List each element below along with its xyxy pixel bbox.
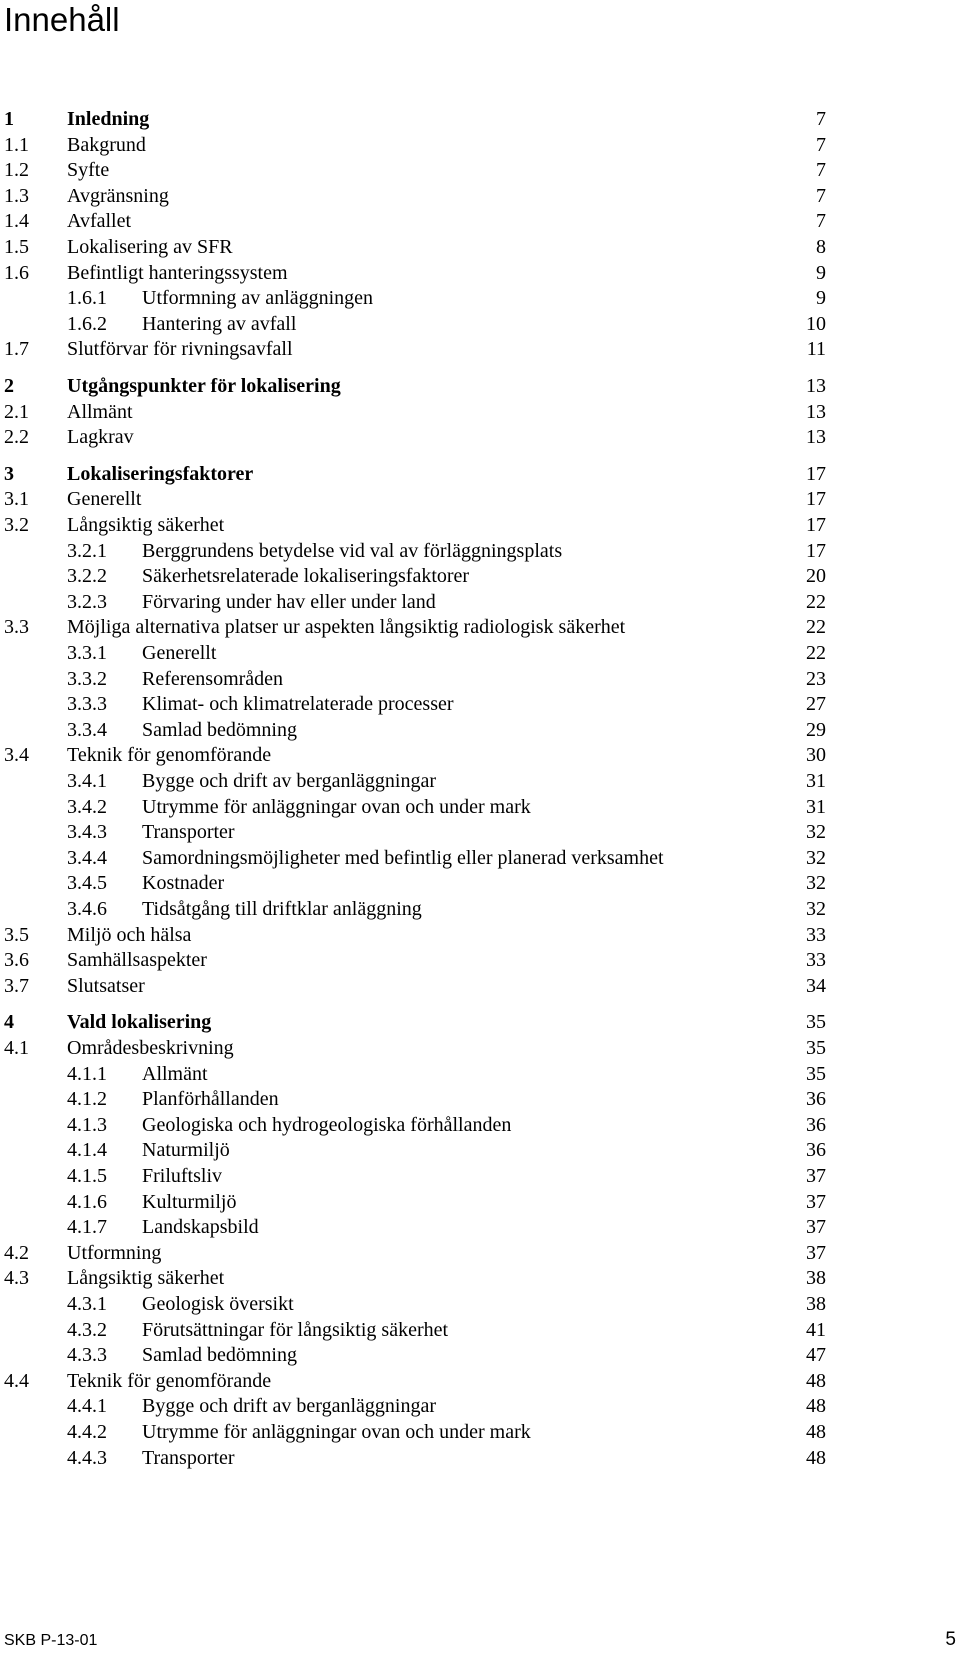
toc-entry-page: 32 xyxy=(806,898,826,920)
toc-entry-title: Transporter xyxy=(142,1446,235,1469)
toc-entry-title: Utformning xyxy=(67,1241,162,1264)
toc-entry-page: 20 xyxy=(806,565,826,588)
toc-entry-page: 35 xyxy=(806,1037,826,1059)
toc-entry-title: Geologisk översikt xyxy=(142,1293,294,1315)
toc-entry[interactable] xyxy=(0,1342,960,1368)
toc-entry-title: Utrymme för anläggningar ovan och under mark xyxy=(142,795,531,818)
toc-entry-number: 4.3.3 xyxy=(67,1344,107,1367)
toc-entry-number: 1.6 xyxy=(4,261,29,284)
toc-entry-title: Långsiktig säkerhet xyxy=(67,514,225,536)
toc-entry-number: 4 xyxy=(4,1011,14,1034)
toc-entry-title: Geologiska och hydrogeologiska förhållanden xyxy=(142,1113,512,1136)
toc-entry-number: 1.6.2 xyxy=(67,312,107,335)
toc-entry-page: 37 xyxy=(806,1165,826,1187)
toc-entry[interactable] xyxy=(0,1445,960,1471)
toc-entry[interactable] xyxy=(0,285,960,311)
toc-entry[interactable] xyxy=(0,717,960,743)
toc-entry-page: 9 xyxy=(816,261,826,284)
toc-entry-page: 34 xyxy=(806,974,826,997)
toc-entry-page: 13 xyxy=(806,375,826,397)
toc-entry-number: 3.2.1 xyxy=(67,539,107,562)
toc-entry-number: 2 xyxy=(4,375,14,397)
toc-entry-title: Allmänt xyxy=(142,1062,208,1085)
toc-entry[interactable] xyxy=(0,1240,960,1266)
toc-entry-title: Samlad bedömning xyxy=(142,1344,297,1367)
toc-entry-number: 4.1 xyxy=(4,1037,29,1059)
toc-entry-title: Planförhållanden xyxy=(142,1088,279,1111)
toc-entry[interactable] xyxy=(0,1035,960,1061)
toc-entry-page: 27 xyxy=(806,693,826,716)
toc-entry-title: Teknik för genomförande xyxy=(67,1369,272,1392)
toc-entry[interactable] xyxy=(0,589,960,615)
toc-entry-title: Tidsåtgång till driftklar anläggning xyxy=(142,898,422,920)
toc-entry-title: Landskapsbild xyxy=(142,1216,259,1239)
toc-entry[interactable] xyxy=(0,973,960,999)
toc-entry[interactable] xyxy=(0,870,960,896)
toc-entry-page: 38 xyxy=(806,1293,826,1315)
toc-entry[interactable] xyxy=(0,157,960,183)
toc-entry-page: 32 xyxy=(806,821,826,844)
toc-entry-number: 4.1.3 xyxy=(67,1113,107,1136)
toc-entry[interactable] xyxy=(0,512,960,538)
toc-entry-number: 4.1.5 xyxy=(67,1165,107,1187)
toc-entry-page: 9 xyxy=(816,287,826,310)
toc-entry-page: 35 xyxy=(806,1062,826,1085)
toc-entry-page: 37 xyxy=(806,1241,826,1264)
toc-entry-page: 41 xyxy=(806,1318,826,1341)
toc-entry-page: 17 xyxy=(806,539,826,562)
toc-entry-number: 3.3.2 xyxy=(67,667,107,690)
toc-entry[interactable] xyxy=(0,424,960,450)
toc-entry-number: 3.4.3 xyxy=(67,821,107,844)
toc-entry-title: Slutsatser xyxy=(67,974,145,997)
toc-entry[interactable] xyxy=(0,742,960,768)
toc-entry-number: 3.2.3 xyxy=(67,590,107,613)
toc-entry[interactable] xyxy=(0,486,960,512)
toc-entry[interactable] xyxy=(0,183,960,209)
toc-entry-title: Hantering av avfall xyxy=(142,312,297,335)
toc-entry-number: 3.4 xyxy=(4,744,29,767)
toc-entry-number: 4.4.2 xyxy=(67,1421,107,1443)
toc-entry-page: 47 xyxy=(806,1344,826,1367)
toc-entry-page: 31 xyxy=(806,795,826,818)
toc-entry-title: Bygge och drift av berganläggningar xyxy=(142,1395,436,1418)
toc-entry[interactable] xyxy=(0,1009,960,1035)
toc-entry-page: 31 xyxy=(806,770,826,792)
toc-entry-number: 3.4.2 xyxy=(67,795,107,818)
toc-entry[interactable] xyxy=(0,311,960,337)
toc-entry[interactable] xyxy=(0,794,960,820)
toc-entry-title: Möjliga alternativa platser ur aspekten långsiktig radiologisk säkerhet xyxy=(67,616,626,639)
toc-entry-number: 4.4.3 xyxy=(67,1446,107,1469)
toc-entry[interactable] xyxy=(0,106,960,132)
toc-entry-title: Vald lokalisering xyxy=(67,1011,212,1034)
toc-entry-title: Säkerhetsrelaterade lokaliseringsfaktorer xyxy=(142,565,470,588)
toc-entry-number: 4.3.1 xyxy=(67,1293,107,1315)
toc-entry[interactable] xyxy=(0,1086,960,1112)
toc-entry-number: 1.5 xyxy=(4,236,29,258)
toc-entry-page: 7 xyxy=(816,184,826,207)
toc-entry[interactable] xyxy=(0,1368,960,1394)
toc-entry-page: 48 xyxy=(806,1446,826,1469)
toc-entry-title: Bakgrund xyxy=(67,133,146,156)
toc-entry-title: Långsiktig säkerhet xyxy=(67,1267,225,1290)
toc-entry-number: 1.6.1 xyxy=(67,287,107,310)
toc-entry[interactable] xyxy=(0,947,960,973)
toc-entry[interactable] xyxy=(0,819,960,845)
toc-entry-title: Bygge och drift av berganläggningar xyxy=(142,770,436,792)
toc-entry-number: 4.1.7 xyxy=(67,1216,107,1239)
toc-entry-page: 13 xyxy=(806,426,826,449)
toc-entry-page: 8 xyxy=(816,236,826,258)
toc-entry[interactable] xyxy=(0,373,960,399)
toc-entry-number: 4.3.2 xyxy=(67,1318,107,1341)
toc-entry-page: 7 xyxy=(816,210,826,233)
toc-entry-number: 4.4.1 xyxy=(67,1395,107,1418)
toc-entry-number: 3.4.4 xyxy=(67,846,107,869)
toc-entry-page: 10 xyxy=(806,312,826,335)
toc-entry[interactable] xyxy=(0,1291,960,1317)
toc-entry-page: 17 xyxy=(806,514,826,536)
toc-entry-number: 2.2 xyxy=(4,426,29,449)
footer-page-number: 5 xyxy=(945,1629,956,1650)
toc-entry-title: Friluftsliv xyxy=(142,1165,223,1187)
toc-entry-title: Lagkrav xyxy=(67,426,134,449)
toc-entry-number: 4.1.2 xyxy=(67,1088,107,1111)
toc-entry-number: 4.4 xyxy=(4,1369,29,1392)
toc-entry[interactable] xyxy=(0,896,960,922)
toc-entry[interactable] xyxy=(0,1214,960,1240)
toc-entry-number: 3.6 xyxy=(4,949,29,972)
toc-entry-number: 3.1 xyxy=(4,488,29,511)
toc-entry-page: 38 xyxy=(806,1267,826,1290)
toc-entry[interactable] xyxy=(0,461,960,487)
toc-entry-title: Slutförvar för rivningsavfall xyxy=(67,338,293,361)
toc-entry-number: 3.4.1 xyxy=(67,770,107,792)
footer-report-id: SKB P-13-01 xyxy=(4,1632,98,1649)
toc-entry-title: Generellt xyxy=(67,488,142,511)
toc-entry-page: 17 xyxy=(806,488,826,511)
toc-entry-title: Lokalisering av SFR xyxy=(67,236,233,258)
toc-entry-number: 4.1.4 xyxy=(67,1139,107,1162)
toc-entry-number: 4.2 xyxy=(4,1241,29,1264)
toc-entry-page: 7 xyxy=(816,133,826,156)
toc-entry[interactable] xyxy=(0,1317,960,1343)
toc-entry-title: Avfallet xyxy=(67,210,132,233)
toc-entry-number: 3 xyxy=(4,462,14,485)
toc-entry[interactable] xyxy=(0,845,960,871)
toc-entry[interactable] xyxy=(0,1137,960,1163)
page-title: Innehåll xyxy=(4,1,120,38)
toc-entry[interactable] xyxy=(0,234,960,260)
toc-entry-page: 17 xyxy=(806,462,826,485)
toc-entry-title: Utformning av anläggningen xyxy=(142,287,374,310)
toc-entry-page: 22 xyxy=(806,642,826,664)
toc-entry-page: 48 xyxy=(806,1421,826,1443)
toc-entry[interactable] xyxy=(0,1393,960,1419)
toc-entry-page: 23 xyxy=(806,667,826,690)
toc-entry-title: Områdesbeskrivning xyxy=(67,1037,234,1059)
toc-entry-title: Kostnader xyxy=(142,872,225,895)
toc-entry-page: 33 xyxy=(806,923,826,946)
toc-entry[interactable] xyxy=(0,1419,960,1445)
toc-entry[interactable] xyxy=(0,640,960,666)
toc-entry-title: Lokaliseringsfaktorer xyxy=(67,462,254,485)
toc-entry[interactable] xyxy=(0,260,960,286)
toc-entry[interactable] xyxy=(0,1163,960,1189)
toc-entry-title: Förvaring under hav eller under land xyxy=(142,590,436,613)
toc-entry-title: Teknik för genomförande xyxy=(67,744,272,767)
toc-entry[interactable] xyxy=(0,768,960,794)
toc-entry-page: 22 xyxy=(806,616,826,639)
toc-entry-title: Berggrundens betydelse vid val av förläggningsplats xyxy=(142,539,563,562)
toc-entry-page: 35 xyxy=(806,1011,826,1034)
toc-entry-number: 3.3.3 xyxy=(67,693,107,716)
toc-entry-title: Samhällsaspekter xyxy=(67,949,207,972)
toc-entry[interactable] xyxy=(0,336,960,362)
toc-entry[interactable] xyxy=(0,538,960,564)
toc-entry-title: Utrymme för anläggningar ovan och under mark xyxy=(142,1421,531,1443)
toc-entry[interactable] xyxy=(0,132,960,158)
toc-entry-page: 37 xyxy=(806,1216,826,1239)
toc-entry-title: Kulturmiljö xyxy=(142,1190,237,1213)
toc-entry-number: 4.3 xyxy=(4,1267,29,1290)
toc-entry-page: 48 xyxy=(806,1395,826,1418)
toc-entry[interactable] xyxy=(0,922,960,948)
toc-entry[interactable] xyxy=(0,563,960,589)
toc-entry-title: Allmänt xyxy=(67,400,133,423)
toc-entry-number: 4.1.6 xyxy=(67,1190,107,1213)
toc-entry[interactable] xyxy=(0,666,960,692)
toc-entry-page: 30 xyxy=(806,744,826,767)
toc-entry-number: 3.4.6 xyxy=(67,898,107,920)
toc-entry-number: 1.3 xyxy=(4,184,29,207)
toc-entry-title: Transporter xyxy=(142,821,235,844)
toc-entry-number: 3.5 xyxy=(4,923,29,946)
toc-entry[interactable] xyxy=(0,1265,960,1291)
toc-entry-number: 1.7 xyxy=(4,338,29,361)
toc-entry-page: 13 xyxy=(806,400,826,423)
toc-entry-number: 4.1.1 xyxy=(67,1062,107,1085)
toc-entry-page: 48 xyxy=(806,1369,826,1392)
toc-entry-title: Samordningsmöjligheter med befintlig eller planerad verksamhet xyxy=(142,846,664,869)
toc-entry-number: 1.4 xyxy=(4,210,29,233)
toc-entry-number: 1.1 xyxy=(4,133,29,156)
toc-entry-number: 3.2 xyxy=(4,514,29,536)
toc-entry-number: 3.3 xyxy=(4,616,29,639)
toc-entry-page: 7 xyxy=(816,159,826,182)
toc-entry-number: 1.2 xyxy=(4,159,29,182)
toc-entry-page: 36 xyxy=(806,1088,826,1111)
toc-entry-page: 11 xyxy=(806,338,826,361)
toc-entry-title: Samlad bedömning xyxy=(142,718,297,741)
toc-entry-number: 3.2.2 xyxy=(67,565,107,588)
toc-entry-title: Inledning xyxy=(67,108,150,130)
toc-entry-page: 36 xyxy=(806,1113,826,1136)
toc-entry-number: 1 xyxy=(4,108,14,130)
toc-entry-title: Referensområden xyxy=(142,667,284,690)
toc-entry-page: 33 xyxy=(806,949,826,972)
toc-entry[interactable] xyxy=(0,1061,960,1087)
toc-entry-number: 3.4.5 xyxy=(67,872,107,895)
toc-entry[interactable] xyxy=(0,208,960,234)
toc-entry-page: 22 xyxy=(806,590,826,613)
toc-entry-page: 32 xyxy=(806,872,826,895)
toc-entry-page: 7 xyxy=(816,108,826,130)
toc-entry[interactable] xyxy=(0,691,960,717)
toc-entry-number: 2.1 xyxy=(4,400,29,423)
toc-entry-page: 37 xyxy=(806,1190,826,1213)
toc-entry-title: Miljö och hälsa xyxy=(67,923,192,946)
toc-entry-title: Naturmiljö xyxy=(142,1139,230,1162)
toc-entry-title: Utgångspunkter för lokalisering xyxy=(67,375,341,397)
toc-entry-page: 32 xyxy=(806,846,826,869)
toc-entry-title: Klimat- och klimatrelaterade processer xyxy=(142,693,454,716)
toc-entry-page: 36 xyxy=(806,1139,826,1162)
toc-entry-title: Befintligt hanteringssystem xyxy=(67,261,288,284)
toc-entry-title: Generellt xyxy=(142,642,217,664)
toc-entry[interactable] xyxy=(0,614,960,640)
toc-entry-title: Avgränsning xyxy=(67,184,169,207)
toc-entry[interactable] xyxy=(0,399,960,425)
toc-entry-number: 3.3.1 xyxy=(67,642,107,664)
toc-entry[interactable] xyxy=(0,1189,960,1215)
toc-entry-title: Förutsättningar för långsiktig säkerhet xyxy=(142,1318,449,1341)
toc-entry-page: 29 xyxy=(806,718,826,741)
toc-entry[interactable] xyxy=(0,1112,960,1138)
toc-entry-number: 3.3.4 xyxy=(67,718,107,741)
toc-entry-title: Syfte xyxy=(67,159,110,182)
toc-entry-number: 3.7 xyxy=(4,974,29,997)
